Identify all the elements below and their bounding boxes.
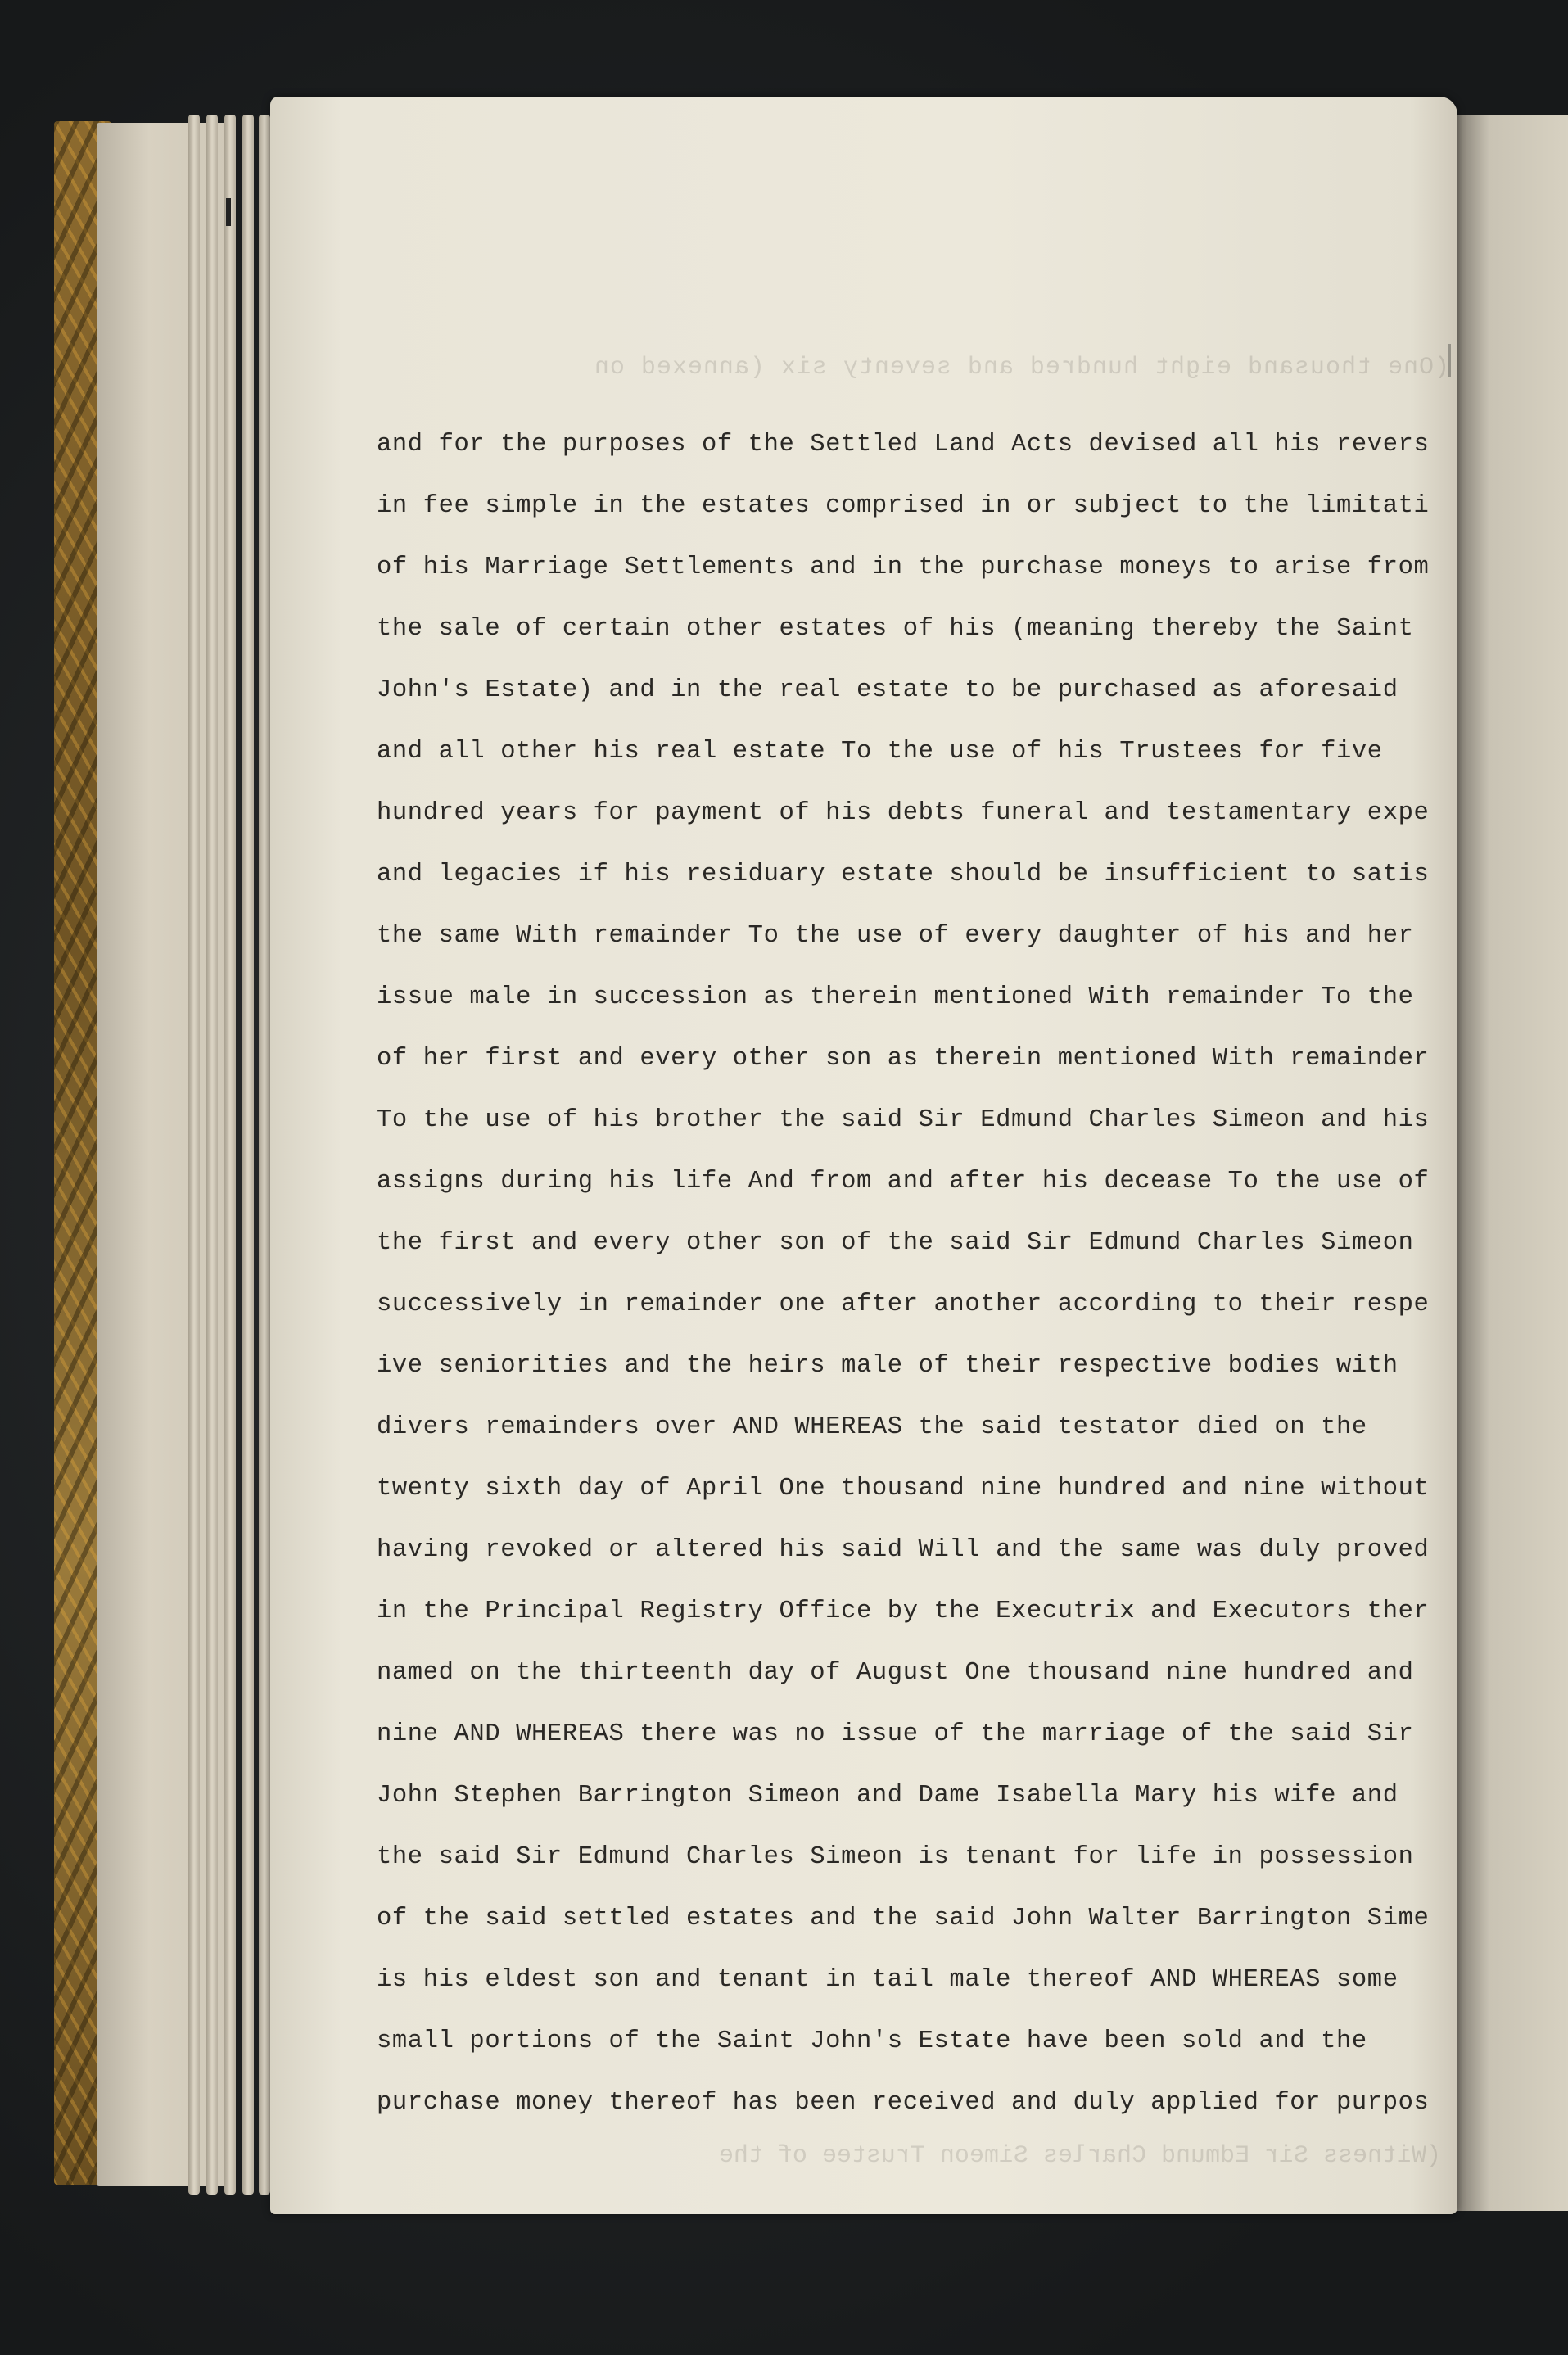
text-line: in the Principal Registry Office by the Executrix and Executors ther	[377, 1598, 1430, 1625]
text-line: is his eldest son and tenant in tail male thereof AND WHEREAS some	[377, 1966, 1399, 1994]
page-edge	[188, 115, 200, 2195]
text-line: John's Estate) and in the real estate to be purchased as aforesaid	[377, 676, 1399, 704]
page-edge	[224, 115, 236, 2195]
text-line: of her first and every other son as therein mentioned With remainder	[377, 1045, 1430, 1073]
facing-page-edge	[1456, 115, 1568, 2211]
page-edge	[242, 115, 254, 2195]
text-line: small portions of the Saint John's Estate have been sold and the	[377, 2027, 1367, 2055]
text-line: ive seniorities and the heirs male of their respective bodies with	[377, 1352, 1399, 1380]
text-line: John Stephen Barrington Simeon and Dame Isabella Mary his wife and	[377, 1782, 1399, 1810]
text-line: divers remainders over AND WHEREAS the said testator died on the	[377, 1413, 1367, 1441]
text-line: named on the thirteenth day of August One thousand nine hundred and	[377, 1659, 1414, 1687]
text-line: To the use of his brother the said Sir Edmund Charles Simeon and his	[377, 1106, 1430, 1134]
text-line: the sale of certain other estates of his (meaning thereby the Saint	[377, 615, 1414, 643]
binding-mark	[226, 198, 231, 226]
text-line: of his Marriage Settlements and in the purchase moneys to arise from	[377, 554, 1430, 581]
text-line: having revoked or altered his said Will and the same was duly proved	[377, 1536, 1430, 1564]
text-line: twenty sixth day of April One thousand nine hundred and nine without	[377, 1475, 1430, 1503]
text-line: successively in remainder one after another according to their respe	[377, 1291, 1430, 1318]
text-line: assigns during his life And from and after his decease To the use of	[377, 1168, 1430, 1196]
text-line: and legacies if his residuary estate should be insufficient to satis	[377, 861, 1430, 888]
text-line: the same With remainder To the use of every daughter of his and her	[377, 922, 1414, 950]
page-edge	[206, 115, 218, 2195]
text-line: the said Sir Edmund Charles Simeon is tenant for life in possession	[377, 1843, 1414, 1871]
text-line: nine AND WHEREAS there was no issue of the marriage of the said Sir	[377, 1720, 1414, 1748]
typed-text-block	[377, 414, 1466, 2134]
text-line: the first and every other son of the said Sir Edmund Charles Simeon	[377, 1229, 1414, 1257]
text-line: of the said settled estates and the said John Walter Barrington Sime	[377, 1905, 1430, 1932]
text-line: hundred years for payment of his debts funeral and testamentary expe	[377, 799, 1430, 827]
text-line: purchase money thereof has been received and duly applied for purpos	[377, 2089, 1430, 2117]
bleed-through-footer: (Witness Sir Edmund Charles Simeon Trustee of the	[718, 2142, 1441, 2170]
text-line: and all other his real estate To the use of his Trustees for five	[377, 738, 1383, 766]
text-line: in fee simple in the estates comprised in or subject to the limitati	[377, 492, 1430, 520]
page-edge	[259, 115, 270, 2195]
text-line: and for the purposes of the Settled Land Acts devised all his revers	[377, 431, 1430, 459]
text-line: issue male in succession as therein mentioned With remainder To the	[377, 983, 1414, 1011]
bleed-through-header: (One thousand eight hundred and seventy six (annexed on	[593, 354, 1449, 382]
